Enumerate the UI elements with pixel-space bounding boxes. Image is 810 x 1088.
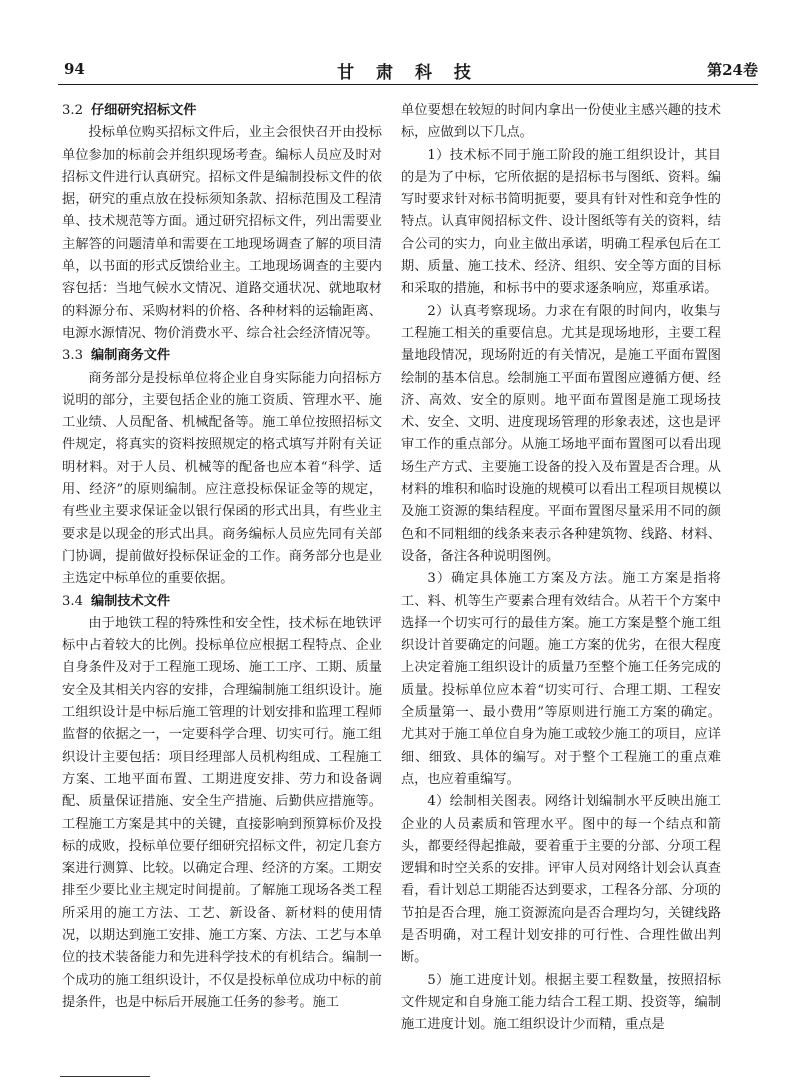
section-number: 3.3: [62, 348, 83, 364]
list-item-3: 3）确定具体施工方案及方法。施工方案是指将工、料、机等生产要素合理有效结合。从若干个方案中选择一个切实可行的最佳方案。施工方案是整个施工组织设计首要确定的问题。施工方案的优劣，在很大程度上决定着施工组织设计的质量乃至整个施工任务完成的质量。投标单位应本着“切实可行、合理工期、工程安全质量第一、最小费用”等原则进行施工方案的确定。尤其对于施工单位自身为施工或较少施工的项目，应详细、细致、具体的编写。对于整个工程施工的重点难点，也应着重编写。: [401, 571, 721, 787]
paragraph: 商务部分是投标单位将企业自身实际能力向招标方说明的部分，主要包括企业的施工资质、管理水平、施工业绩、人员配备、机械配备等。施工单位按照招标文件规定，将真实的资料按照规定的格式填写并附有关证明材料。对于人员、机械等的配备也应本着“科学、适用、经济”的原则编制。应注意投标保证金等的规定，有些业主要求保证金以银行保函的形式出具，有些业主要求是以现金的形式出具。商务编标人员应先同有关部门协调，提前做好投标保证金的工作。商务部分也是业主选定中标单位的重要依据。: [62, 370, 382, 587]
section-title: 仔细研究招标文件: [90, 103, 197, 118]
section-number: 3.2: [62, 103, 83, 118]
volume-label: 第24卷: [707, 61, 758, 79]
right-column: [401, 100, 721, 1036]
paragraph: 单位要想在较短的时间内拿出一份使业主感兴趣的技术标，应做到以下几点。: [401, 103, 721, 141]
section-title: 编制商务文件: [90, 348, 171, 364]
page-header: [58, 56, 758, 85]
section-title: 编制技术文件: [90, 593, 171, 609]
section-number: 3.4: [62, 593, 83, 609]
page-number: 94: [64, 60, 85, 78]
paragraph: 由于地铁工程的特殊性和安全性，技术标在地铁评标中占着较大的比例。投标单位应根据工程特点、企业自身条件及对于工程施工现场、施工工序、工期、质量安全及其相关内容的安排，合理编制施工组织设计。施工组织设计是中标后施工管理的计划安排和监理工程师监督的依据之一，一定要科学合理、切实可行。施工组织设计主要包括：项目经理部人员机构组成、工程施工方案、工地平面布置、工期进度安排、劳力和设备调配、质量保证措施、安全生产措施、后勤供应措施等。工程施工方案是其中的关键，直接影响到预算标价及投标的成败，投标单位要仔细研究招标文件，初定几套方案进行测算、比较。以确定合理、经济的方案。工期安排至少要比业主规定时间提前。了解施工现场各类工程所采用的施工方法、工艺、新设备、新材料的使用情况，以期达到施工安排、施工方案、方法、工艺与本单位的技术装备能力和先进科学技术的有机结合。编制一个成功的施工组织设计，不仅是投标单位成功中标的前提条件，也是中标后开展施工任务的参考。施工: [62, 615, 382, 1010]
list-item-2: 2）认真考察现场。力求在有限的时间内，收集与工程施工相关的重要信息。尤其是现场地形，主要工程量地段情况，现场附近的有关情况，是施工平面布置图绘制的基本信息。绘制施工平面布置图应遵循方便、经济、高效、安全的原则。地平面布置图是施工现场技术、安全、文明、进度现场管理的形象表述，这也是评审工作的重点部分。从施工场地平面布置图可以看出现场生产方式、主要施工设备的投入及布置是否合理。从材料的堆积和临时设施的规模可以看出工程项目规模以及施工资源的集结程度。平面布置图尽量采用不同的颜色和不同粗细的线条来表示各种建筑物、线路、材料、设备，备注各种说明图例。: [401, 303, 721, 564]
section-heading-3-3: [62, 345, 382, 367]
left-column: [62, 100, 382, 1014]
list-item-4: 4）绘制相关图表。网络计划编制水平反映出施工企业的人员素质和管理水平。图中的每一个结点和箭头，都要经得起推敲，要着重于主要的分部、分项工程逻辑和时空关系的安排。评审人员对网络计划会认真查看，看计划总工期能否达到要求，工程各分部、分项的节拍是否合理，施工资源流向是否合理均匀，关键线路是否明确，对工程计划安排的可行性、合理性做出判断。: [401, 794, 721, 966]
list-item-5: 5）施工进度计划。根据主要工程数量，按照招标文件规定和自身施工能力结合工程工期、投资等，编制施工进度计划。施工组织设计少而精，重点是: [401, 972, 721, 1033]
footnote-rule: [60, 1076, 150, 1077]
section-heading-3-4: [62, 591, 382, 613]
journal-title: 甘 肃 科 技: [337, 63, 479, 83]
section-heading-3-2: [62, 100, 382, 122]
list-item-1: 1）技术标不同于施工阶段的施工组织设计，其目的是为了中标，它所依据的是招标书与图纸、资料。编写时要求针对标书简明扼要，要具有针对性和竞争性的特点。认真审阅招标文件、设计图纸等有关的资料，结合公司的实力，向业主做出承诺，明确工程承包后在工期、质量、施工技术、经济、组织、安全等方面的目标和采取的措施，和标书中的要求逐条响应，郑重承诺。: [401, 147, 721, 297]
paragraph: 投标单位购买招标文件后，业主会很快召开由投标单位参加的标前会并组织现场考查。编标人员应及时对招标文件进行认真研究。招标文件是编制投标文件的依据，研究的重点放在投标须知条款、招标范围及工程清单、技术规范等方面。通过研究招标文件，列出需要业主解答的问题清单和需要在工地现场调查了解的项目清单，以书面的形式反馈给业主。工地现场调查的主要内容包括：当地气候水文情况、道路交通状况、就地取材的料源分布、采购材料的价格、各种材料的运输距离、电源水源情况、物价消费水平、综合社会经济情况等。: [62, 125, 382, 341]
